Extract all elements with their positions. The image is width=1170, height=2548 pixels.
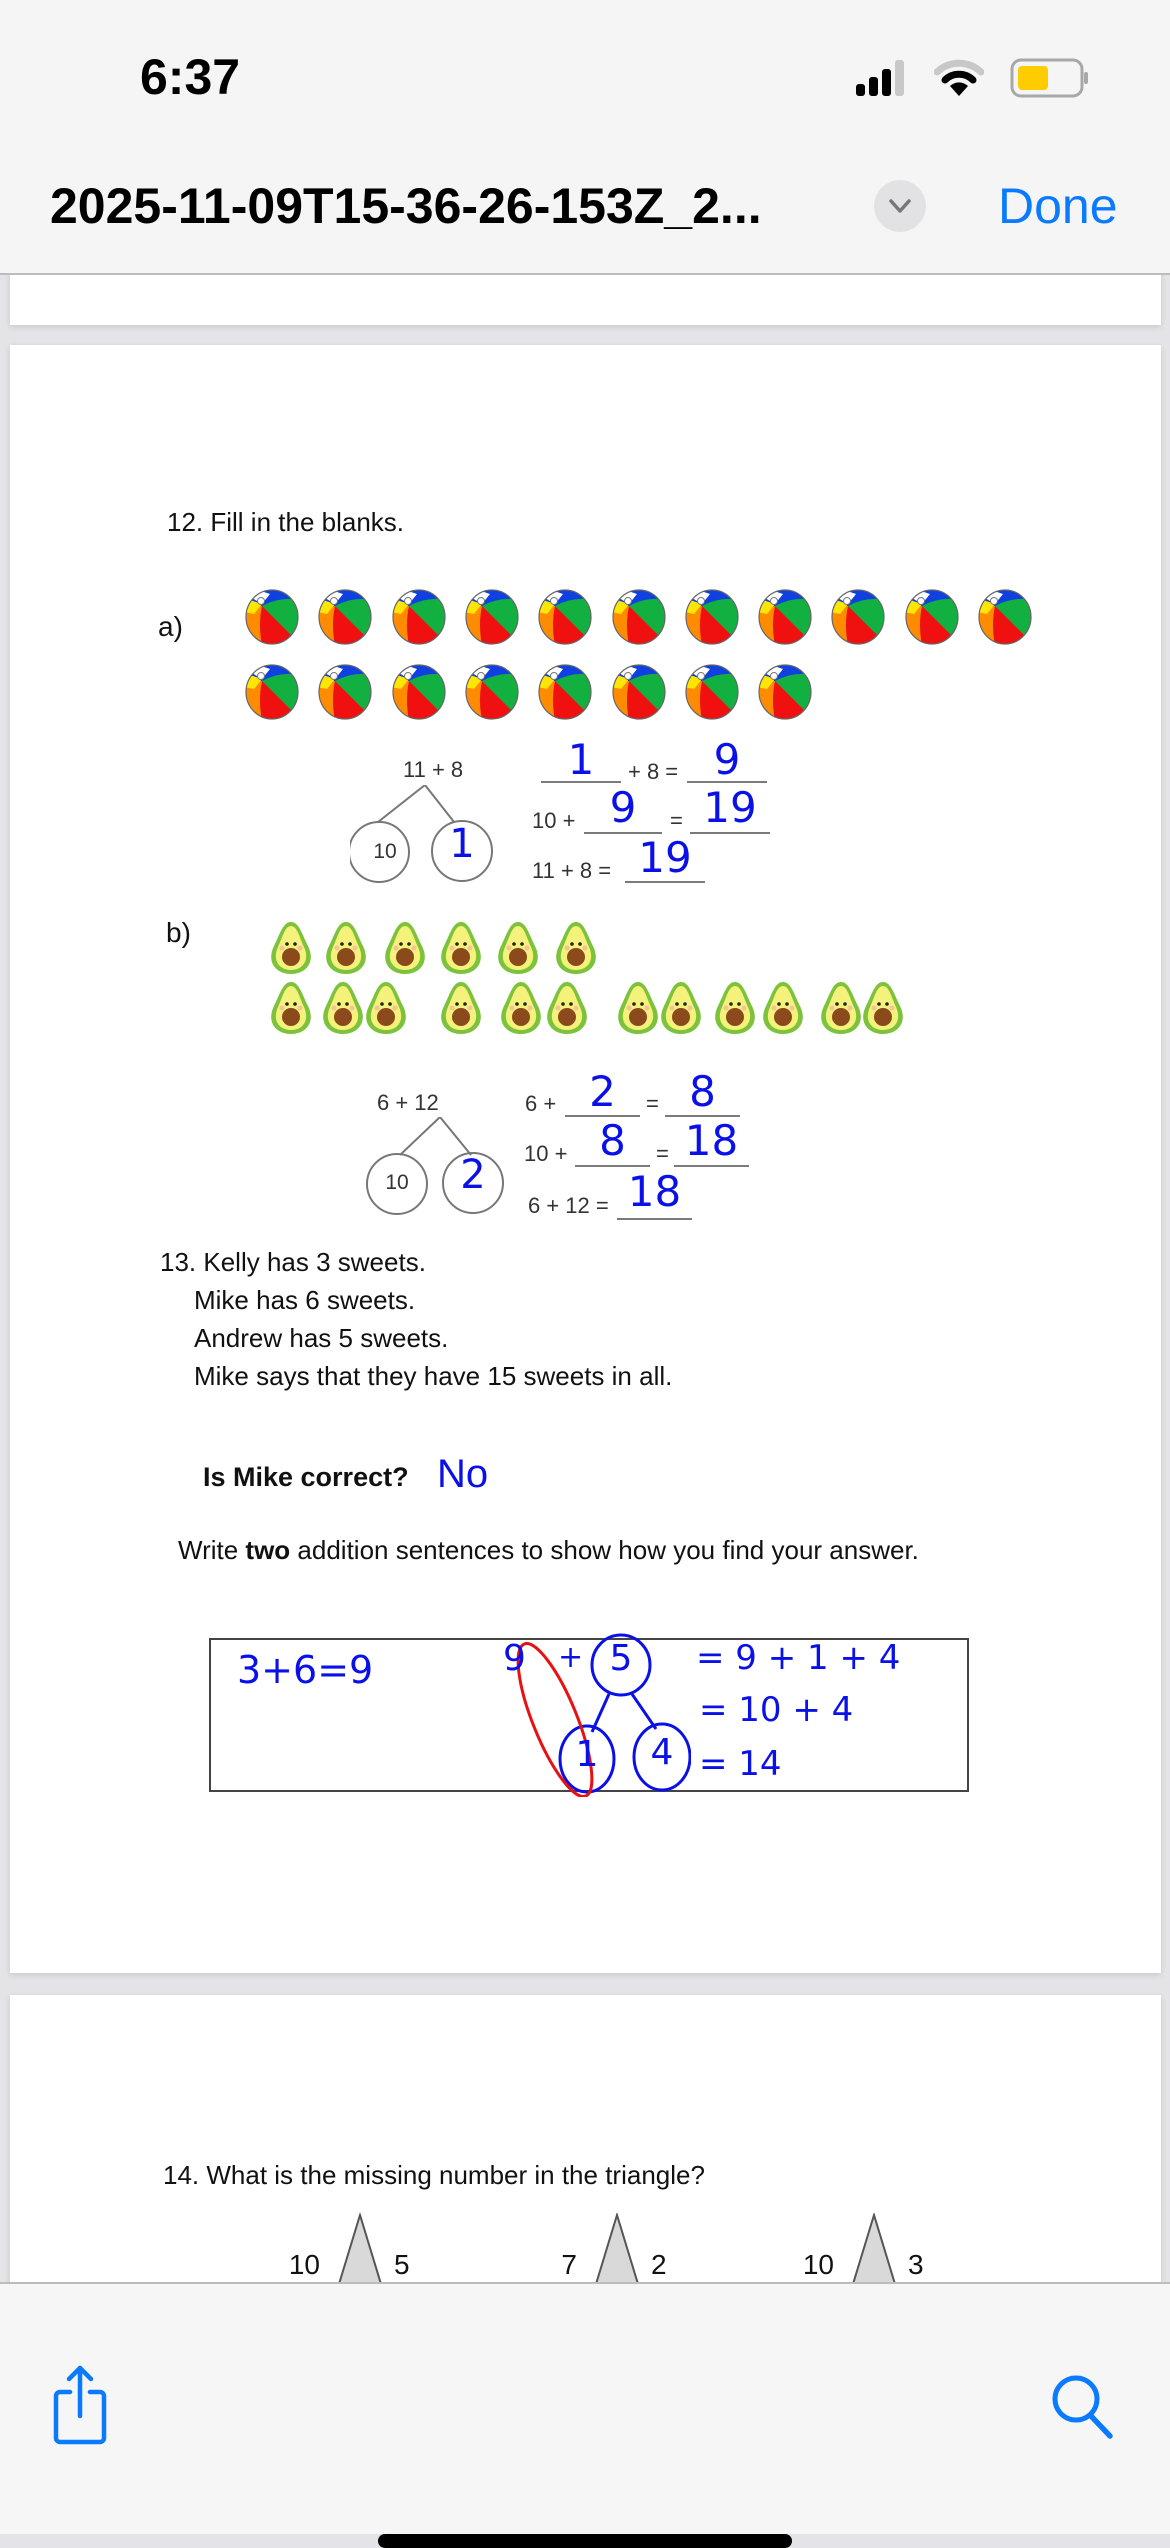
avocado-icon [658,980,704,1036]
beach-ball-icon [537,588,593,646]
b-eq1-blank1: 2 [589,1067,616,1116]
q13-instruction [178,1535,919,1566]
q13-question: Is Mike correct? [203,1462,409,1492]
beach-ball-group [244,588,1044,723]
triangle-left-value: 7 [561,2249,577,2280]
avocado-icon [860,980,906,1036]
beach-ball-icon [904,588,960,646]
avocado-icon [323,920,369,976]
a-eq1-blank1: 1 [567,735,595,784]
q13-line-2: Mike has 6 sweets. [194,1285,416,1315]
avocado-icon [818,980,864,1036]
triangle-right-value: 5 [394,2249,410,2280]
a-eq2-blank1: 9 [609,783,637,832]
avocado-icon [268,980,314,1036]
beach-ball-icon [244,663,300,721]
document-title[interactable]: 2025-11-09T15-36-26-153Z_2... [50,178,762,234]
triangle-left-value: 10 [802,2249,834,2280]
b-eq3-prefix: 6 + 12 = [528,1193,609,1218]
b-eq1-equals: = [646,1091,659,1116]
bottom-toolbar [0,2282,1170,2534]
b-eq2-blank1: 8 [599,1116,626,1165]
q13-instruction-pre: Write [178,1535,246,1565]
avocado-icon [498,980,544,1036]
cellular-signal-icon [856,60,926,96]
b-eq1-prefix: 6 + [525,1091,557,1116]
a-eq1-plus: + 8 = [628,759,679,784]
a-eq2-prefix: 10 + [532,808,576,833]
bond-b-left: 10 [385,1171,409,1194]
beach-ball-icon [757,588,813,646]
b-eq2-blank2: 18 [684,1116,739,1165]
top-bar [0,0,1170,275]
a-eq3-blank: 19 [638,833,692,882]
bond-a-left: 10 [373,840,397,863]
avocado-icon [712,980,758,1036]
avocado-icon [438,920,484,976]
home-indicator [378,2534,792,2548]
bond-a-right-answer: 1 [449,821,475,867]
q13-answer-box [209,1638,969,1792]
beach-ball-icon [464,588,520,646]
done-button[interactable]: Done [998,178,1118,234]
beach-ball-icon [244,588,300,646]
beach-ball-icon [611,663,667,721]
beach-ball-icon [537,663,593,721]
beach-ball-icon [317,588,373,646]
q13-instruction-bold: two [245,1535,291,1565]
work-circled-num: 5 [609,1638,633,1679]
pdf-page-current [10,345,1161,1973]
beach-ball-icon [684,663,740,721]
triangle-right-value: 3 [908,2249,924,2280]
work-split-left: 1 [575,1734,599,1775]
beach-ball-icon [464,663,520,721]
beach-ball-icon [830,588,886,646]
q12-title: 12. Fill in the blanks. [167,507,405,537]
avocado-icon [760,980,806,1036]
triangle-left-value: 10 [288,2249,320,2280]
beach-ball-icon [317,663,373,721]
avocado-icon [544,980,590,1036]
triangle-right-value: 2 [651,2249,667,2280]
q13-answer: No [437,1452,489,1496]
avocado-icon [495,920,541,976]
avocado-icon [268,920,314,976]
status-time: 6:37 [140,49,241,105]
a-eq2-equals: = [670,808,683,833]
beach-ball-icon [391,588,447,646]
work-plus: + [558,1640,584,1675]
a-eq2-blank2: 19 [703,783,757,832]
bond-b-right-answer: 2 [460,1152,486,1198]
beach-ball-icon [757,663,813,721]
q13-line-1: 13. Kelly has 3 sweets. [160,1247,426,1277]
work-step-3: = 14 [699,1744,782,1784]
q13-line-4: Mike says that they have 15 sweets in all. [194,1361,673,1391]
beach-ball-icon [684,588,740,646]
part-b-label: b) [166,917,191,948]
a-eq1-blank2: 9 [713,735,741,784]
share-icon[interactable] [52,2364,112,2446]
q13-line-3: Andrew has 5 sweets. [194,1323,449,1353]
beach-ball-icon [611,588,667,646]
b-eq2-equals: = [656,1141,669,1166]
avocado-icon [438,980,484,1036]
beach-ball-icon [391,663,447,721]
b-eq2-prefix: 10 + [524,1141,568,1166]
work-step-2: = 10 + 4 [699,1690,854,1730]
avocado-icon [382,920,428,976]
avocado-icon [363,980,409,1036]
wifi-icon [934,58,984,98]
battery-icon [1010,58,1090,98]
bond-b-top: 6 + 12 [377,1090,439,1115]
avocado-group [260,920,940,1040]
search-icon[interactable] [1050,2372,1116,2442]
work-left-num: 9 [503,1638,526,1679]
q14-title: 14. What is the missing number in the triangle? [163,2160,705,2190]
avocado-icon [320,980,366,1036]
b-eq1-blank2: 8 [689,1067,716,1116]
chevron-down-icon[interactable] [874,180,926,232]
work-split-right: 4 [650,1732,674,1773]
bond-a-top: 11 + 8 [403,757,464,782]
avocado-icon [553,920,599,976]
q13-instruction-post: addition sentences to show how you find your answer. [290,1535,919,1565]
part-a-label: a) [158,611,183,642]
a-eq3-prefix: 11 + 8 = [532,858,612,883]
beach-ball-icon [977,588,1033,646]
b-eq3-blank: 18 [627,1167,682,1216]
avocado-icon [615,980,661,1036]
work-sentence-1: 3+6=9 [237,1648,374,1692]
work-step-1: = 9 + 1 + 4 [696,1638,901,1678]
